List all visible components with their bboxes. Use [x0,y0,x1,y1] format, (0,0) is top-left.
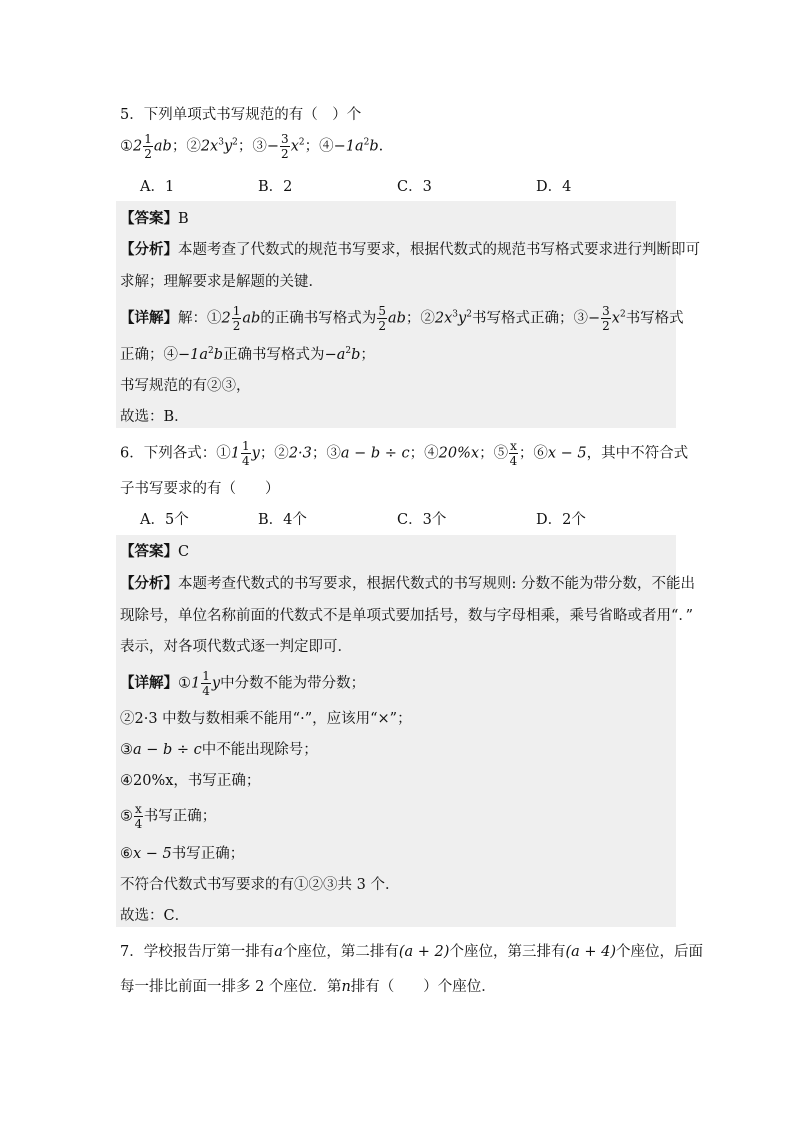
q6-option-a: A．5个 [140,512,189,528]
q5-option-d: D．4 [536,179,572,195]
q5-detail-line3: 书写规范的有②③， [120,378,251,394]
q5-analysis-line2: 求解；理解要求是解题的关键． [120,274,323,290]
q5-item4-marker: ④ [319,138,334,155]
q6-option-c: C．3个 [397,512,447,528]
q5-stem: 5．下列单项式书写规范的有（ ）个 [120,107,362,123]
q6-solution-box [116,535,676,927]
q6-detail-line4: ④20%x，书写正确； [120,773,261,789]
q7-stem-line1: 7．学校报告厅第一排有a个座位，第二排有(a + 2)个座位，第三排有(a + 4)个座位，后面 [120,944,704,960]
q7-stem-line2: 每一排比前面一排多 2 个座位．第n排有（ ）个座位． [120,979,496,995]
q5-detail-line1: 【详解】解：①2 $\frac{1}{2}$ ab的正确书写格式为 $\frac{5}{2}$ ab；$②2x^3y^2$书写格式正确；③− $\frac{3}{2}$ $x^2$书写格式 [120,304,684,333]
q5-expressions: ①2 $\frac{1}{2}$ ab；$②2x^3y^2$；③− $\frac{3}{2}$ $x^2$；$④-1a^2b$. [120,132,384,161]
q6-stem-line2: 子书写要求的有（ ） [120,481,280,497]
q5-item3-marker: ③ [252,138,267,155]
q5-item1-int: 2 [133,138,143,155]
q6-analysis-line2: 现除号，单位名称前面的代数式不是单项式要加括号，数与字母相乘，乘号省略或者用“．” [120,608,694,624]
q6-analysis-line3: 表示，对各项代数式逐一判定即可． [120,639,352,655]
q6-detail-line3: ③a − b ÷ c中不能出现除号； [120,742,318,758]
q5-option-a: A．1 [140,179,175,195]
q6-detail-line2: ②2·3 中数与数相乘不能用“·”，应该用“×”； [120,711,412,727]
q5-item3-frac: $\frac{3}{2}$ [281,132,289,161]
q5-item1-marker: ① [120,138,133,155]
q5-option-b: B．2 [258,179,293,195]
q6-option-b: B．4个 [258,512,307,528]
q6-detail-line7: 不符合代数式书写要求的有①②③共 3 个． [120,877,400,893]
q5-option-c: C．3 [397,179,432,195]
q6-answer: 【答案】C [120,543,190,560]
q6-option-d: D．2个 [536,512,586,528]
q5-answer: 【答案】B [120,210,189,227]
q6-analysis-line1: 【分析】本题考查代数式的书写要求，根据代数式的书写规则: 分数不能为带分数，不能出 [120,575,695,592]
q5-detail-line2: 正确；$④-1a^2b$正确书写格式为$-a^2b$； [120,346,375,363]
q6-detail-line5: ⑤ $\frac{x}{4}$ 书写正确； [120,802,217,831]
q6-stem-line1: 6．下列各式：①1 $\frac{1}{4}$ y；②2·3；③a − b ÷ c；④20%x；⑤ $\frac{x}{4}$ ；⑥x − 5，其中不符合式 [120,439,689,468]
q5-item1-frac: $\frac{1}{2}$ [144,132,152,161]
q6-detail-line1: 【详解】①1 $\frac{1}{4}$ y中分数不能为带分数； [120,669,366,698]
q6-detail-line8: 故选：C． [120,908,190,924]
q5-detail-line4: 故选：B． [120,409,189,425]
q6-detail-line6: ⑥x − 5书写正确； [120,846,245,862]
q5-analysis-line1: 【分析】本题考查了代数式的规范书写要求，根据代数式的规范书写格式要求进行判断即可 [120,241,700,258]
q5-item2-marker: ② [186,138,201,155]
